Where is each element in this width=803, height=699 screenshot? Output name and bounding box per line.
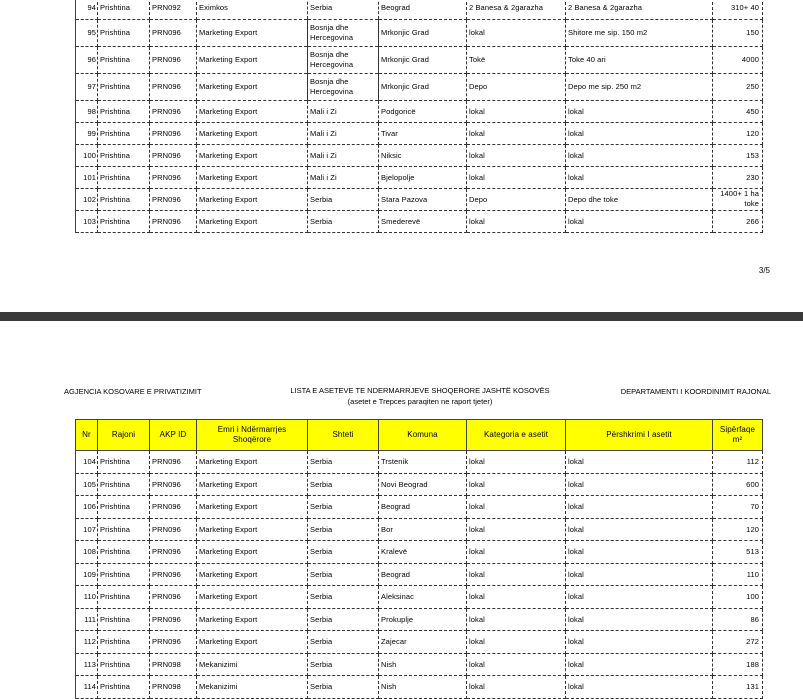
cell-pershkrimi: lokal bbox=[566, 122, 713, 144]
cell-shteti: Serbia bbox=[308, 0, 379, 19]
table-row bbox=[76, 451, 763, 474]
cell-nr: 107 bbox=[76, 518, 98, 541]
cell-siperfaqe: 310+ 40 bbox=[713, 0, 763, 19]
cell-nr: 110 bbox=[76, 586, 98, 609]
cell-komuna: Beograd bbox=[379, 496, 467, 519]
table-row bbox=[76, 563, 763, 586]
cell-rajoni: Prishtina bbox=[98, 0, 150, 19]
cell-nr: 109 bbox=[76, 563, 98, 586]
subtitle-line: (asetet e Trepces paraqiten ne raport tjeter) bbox=[347, 397, 493, 406]
cell-nr: 111 bbox=[76, 608, 98, 631]
col-pershkrimi: Përshkrimi I asetit bbox=[566, 420, 713, 451]
table-row bbox=[76, 188, 763, 210]
document-title bbox=[240, 385, 600, 407]
cell-shteti: Mali i Zi bbox=[308, 166, 379, 188]
cell-shteti: Serbia bbox=[308, 653, 379, 676]
cell-rajoni: Prishtina bbox=[98, 586, 150, 609]
cell-nr: 104 bbox=[76, 451, 98, 474]
cell-siperfaqe: 120 bbox=[713, 518, 763, 541]
cell-pershkrimi: 2 Banesa & 2garazha bbox=[566, 0, 713, 19]
cell-emri: Marketing Export bbox=[197, 19, 308, 46]
cell-shteti: Serbia bbox=[308, 518, 379, 541]
col-akp-id: AKP ID bbox=[150, 420, 197, 451]
cell-siperfaqe: 272 bbox=[713, 631, 763, 654]
document-page-3 bbox=[0, 0, 803, 312]
cell-emri: Marketing Export bbox=[197, 144, 308, 166]
cell-rajoni: Prishtina bbox=[98, 19, 150, 46]
cell-komuna: Novi Beograd bbox=[379, 473, 467, 496]
cell-kategoria: lokal bbox=[467, 451, 566, 474]
cell-siperfaqe: 250 bbox=[713, 73, 763, 100]
cell-rajoni: Prishtina bbox=[98, 46, 150, 73]
cell-emri: Marketing Export bbox=[197, 188, 308, 210]
cell-nr: 98 bbox=[76, 100, 98, 122]
cell-kategoria: lokal bbox=[467, 586, 566, 609]
table-row bbox=[76, 586, 763, 609]
title-line: LISTA E ASETEVE TE NDERMARRJEVE SHOQERORE JASHTË KOSOVËS bbox=[290, 386, 550, 395]
table-row bbox=[76, 100, 763, 122]
cell-shteti: Mali i Zi bbox=[308, 100, 379, 122]
cell-kategoria: Depo bbox=[467, 73, 566, 100]
cell-emri: Marketing Export bbox=[197, 451, 308, 474]
cell-komuna: Beograd bbox=[379, 563, 467, 586]
cell-emri: Marketing Export bbox=[197, 46, 308, 73]
cell-rajoni: Prishtina bbox=[98, 563, 150, 586]
cell-akp: PRN096 bbox=[150, 73, 197, 100]
cell-akp: PRN096 bbox=[150, 608, 197, 631]
cell-pershkrimi: lokal bbox=[566, 100, 713, 122]
cell-shteti: Serbia bbox=[308, 676, 379, 699]
col-kategoria: Kategoria e asetit bbox=[467, 420, 566, 451]
cell-kategoria: Tokë bbox=[467, 46, 566, 73]
cell-kategoria: lokal bbox=[467, 608, 566, 631]
cell-akp: PRN096 bbox=[150, 451, 197, 474]
cell-nr: 114 bbox=[76, 676, 98, 699]
cell-komuna: Mrkonjic Grad bbox=[379, 19, 467, 46]
cell-pershkrimi: lokal bbox=[566, 166, 713, 188]
cell-siperfaqe: 1400+ 1 ha toke bbox=[713, 188, 763, 210]
cell-komuna: Bor bbox=[379, 518, 467, 541]
cell-pershkrimi: Toke 40 ari bbox=[566, 46, 713, 73]
cell-shteti: Serbia bbox=[308, 496, 379, 519]
cell-nr: 102 bbox=[76, 188, 98, 210]
cell-siperfaqe: 153 bbox=[713, 144, 763, 166]
cell-siperfaqe: 150 bbox=[713, 19, 763, 46]
cell-komuna: Beograd bbox=[379, 0, 467, 19]
cell-rajoni: Prishtina bbox=[98, 473, 150, 496]
cell-pershkrimi: lokal bbox=[566, 586, 713, 609]
cell-akp: PRN096 bbox=[150, 122, 197, 144]
cell-kategoria: lokal bbox=[467, 496, 566, 519]
cell-rajoni: Prishtina bbox=[98, 166, 150, 188]
cell-pershkrimi: lokal bbox=[566, 144, 713, 166]
table-row bbox=[76, 122, 763, 144]
cell-komuna: Prokuplje bbox=[379, 608, 467, 631]
cell-akp: PRN098 bbox=[150, 653, 197, 676]
cell-rajoni: Prishtina bbox=[98, 122, 150, 144]
assets-table-page-3 bbox=[75, 0, 763, 233]
page-separator bbox=[0, 312, 803, 321]
cell-shteti: Serbia bbox=[308, 608, 379, 631]
cell-pershkrimi: Depo dhe toke bbox=[566, 188, 713, 210]
cell-pershkrimi: lokal bbox=[566, 563, 713, 586]
cell-emri: Marketing Export bbox=[197, 73, 308, 100]
table-row bbox=[76, 496, 763, 519]
cell-nr: 99 bbox=[76, 122, 98, 144]
cell-shteti: Serbia bbox=[308, 188, 379, 210]
table-row bbox=[76, 144, 763, 166]
cell-pershkrimi: lokal bbox=[566, 451, 713, 474]
cell-komuna: Smederevë bbox=[379, 210, 467, 232]
table-header-row bbox=[76, 420, 763, 451]
agency-header: AGJENCIA KOSOVARE E PRIVATIZIMIT bbox=[64, 387, 202, 396]
cell-pershkrimi: lokal bbox=[566, 608, 713, 631]
page-number: 3/5 bbox=[758, 266, 770, 275]
department-header: DEPARTAMENTI I KOORDINIMIT RAJONAL bbox=[620, 387, 771, 396]
cell-rajoni: Prishtina bbox=[98, 144, 150, 166]
cell-nr: 95 bbox=[76, 19, 98, 46]
cell-komuna: Podgoricë bbox=[379, 100, 467, 122]
cell-akp: PRN096 bbox=[150, 473, 197, 496]
assets-table-body bbox=[76, 451, 763, 699]
cell-emri: Marketing Export bbox=[197, 563, 308, 586]
cell-nr: 96 bbox=[76, 46, 98, 73]
cell-komuna: Mrkonjic Grad bbox=[379, 73, 467, 100]
cell-kategoria: lokal bbox=[467, 19, 566, 46]
cell-emri: Marketing Export bbox=[197, 100, 308, 122]
cell-siperfaqe: 230 bbox=[713, 166, 763, 188]
cell-nr: 106 bbox=[76, 496, 98, 519]
cell-akp: PRN096 bbox=[150, 541, 197, 564]
cell-rajoni: Prishtina bbox=[98, 451, 150, 474]
cell-kategoria: lokal bbox=[467, 541, 566, 564]
cell-komuna: Aleksinac bbox=[379, 586, 467, 609]
cell-pershkrimi: Shitore me sip. 150 m2 bbox=[566, 19, 713, 46]
cell-siperfaqe: 4000 bbox=[713, 46, 763, 73]
cell-akp: PRN096 bbox=[150, 188, 197, 210]
cell-emri: Marketing Export bbox=[197, 166, 308, 188]
cell-shteti: Serbia bbox=[308, 541, 379, 564]
cell-rajoni: Prishtina bbox=[98, 541, 150, 564]
cell-akp: PRN096 bbox=[150, 166, 197, 188]
cell-shteti: Serbia bbox=[308, 473, 379, 496]
cell-nr: 94 bbox=[76, 0, 98, 19]
cell-siperfaqe: 266 bbox=[713, 210, 763, 232]
col-emri: Emri i Ndërmarrjes Shoqërore bbox=[197, 420, 308, 451]
cell-kategoria: lokal bbox=[467, 631, 566, 654]
cell-pershkrimi: lokal bbox=[566, 653, 713, 676]
col-komuna: Komuna bbox=[379, 420, 467, 451]
cell-akp: PRN096 bbox=[150, 210, 197, 232]
table-row bbox=[76, 0, 763, 19]
table-row bbox=[76, 19, 763, 46]
cell-komuna: Trstenik bbox=[379, 451, 467, 474]
cell-siperfaqe: 120 bbox=[713, 122, 763, 144]
cell-nr: 112 bbox=[76, 631, 98, 654]
table-row bbox=[76, 210, 763, 232]
table-row bbox=[76, 518, 763, 541]
cell-komuna: Kralevë bbox=[379, 541, 467, 564]
cell-shteti: Bosnja dhe Hercegovina bbox=[308, 46, 379, 73]
cell-akp: PRN096 bbox=[150, 631, 197, 654]
cell-rajoni: Prishtina bbox=[98, 100, 150, 122]
cell-siperfaqe: 131 bbox=[713, 676, 763, 699]
assets-table-body bbox=[76, 0, 763, 232]
cell-kategoria: lokal bbox=[467, 563, 566, 586]
cell-nr: 101 bbox=[76, 166, 98, 188]
cell-rajoni: Prishtina bbox=[98, 210, 150, 232]
cell-shteti: Serbia bbox=[308, 451, 379, 474]
cell-akp: PRN096 bbox=[150, 496, 197, 519]
table-row bbox=[76, 676, 763, 699]
cell-akp: PRN096 bbox=[150, 586, 197, 609]
cell-emri: Marketing Export bbox=[197, 608, 308, 631]
table-row bbox=[76, 653, 763, 676]
table-row bbox=[76, 541, 763, 564]
cell-rajoni: Prishtina bbox=[98, 608, 150, 631]
cell-emri: Marketing Export bbox=[197, 122, 308, 144]
cell-akp: PRN096 bbox=[150, 46, 197, 73]
cell-shteti: Serbia bbox=[308, 631, 379, 654]
cell-rajoni: Prishtina bbox=[98, 676, 150, 699]
cell-akp: PRN096 bbox=[150, 144, 197, 166]
cell-komuna: Nish bbox=[379, 653, 467, 676]
cell-emri: Marketing Export bbox=[197, 496, 308, 519]
cell-kategoria: lokal bbox=[467, 100, 566, 122]
cell-emri: Marketing Export bbox=[197, 473, 308, 496]
cell-nr: 103 bbox=[76, 210, 98, 232]
col-shteti: Shteti bbox=[308, 420, 379, 451]
table-row bbox=[76, 166, 763, 188]
cell-nr: 113 bbox=[76, 653, 98, 676]
table-row bbox=[76, 608, 763, 631]
cell-kategoria: lokal bbox=[467, 210, 566, 232]
cell-pershkrimi: lokal bbox=[566, 676, 713, 699]
cell-siperfaqe: 110 bbox=[713, 563, 763, 586]
table-row bbox=[76, 46, 763, 73]
cell-siperfaqe: 600 bbox=[713, 473, 763, 496]
cell-emri: Mekanizimi bbox=[197, 676, 308, 699]
cell-akp: PRN092 bbox=[150, 0, 197, 19]
cell-akp: PRN096 bbox=[150, 518, 197, 541]
table-row bbox=[76, 73, 763, 100]
col-nr: Nr bbox=[76, 420, 98, 451]
cell-kategoria: lokal bbox=[467, 676, 566, 699]
cell-pershkrimi: lokal bbox=[566, 496, 713, 519]
cell-komuna: Niksic bbox=[379, 144, 467, 166]
cell-pershkrimi: lokal bbox=[566, 631, 713, 654]
cell-komuna: Nish bbox=[379, 676, 467, 699]
col-siperfaqe: Sipërfaqe m² bbox=[713, 420, 763, 451]
cell-rajoni: Prishtina bbox=[98, 631, 150, 654]
cell-komuna: Bjelopolje bbox=[379, 166, 467, 188]
cell-shteti: Mali i Zi bbox=[308, 122, 379, 144]
cell-shteti: Bosnja dhe Hercegovina bbox=[308, 73, 379, 100]
cell-akp: PRN096 bbox=[150, 563, 197, 586]
cell-rajoni: Prishtina bbox=[98, 73, 150, 100]
cell-kategoria: lokal bbox=[467, 122, 566, 144]
cell-akp: PRN096 bbox=[150, 19, 197, 46]
cell-akp: PRN096 bbox=[150, 100, 197, 122]
table-row bbox=[76, 631, 763, 654]
cell-kategoria: Depo bbox=[467, 188, 566, 210]
cell-shteti: Serbia bbox=[308, 210, 379, 232]
cell-shteti: Bosnja dhe Hercegovina bbox=[308, 19, 379, 46]
cell-siperfaqe: 188 bbox=[713, 653, 763, 676]
cell-pershkrimi: Depo me sip. 250 m2 bbox=[566, 73, 713, 100]
cell-nr: 100 bbox=[76, 144, 98, 166]
cell-shteti: Serbia bbox=[308, 586, 379, 609]
cell-siperfaqe: 513 bbox=[713, 541, 763, 564]
document-page-4 bbox=[0, 321, 803, 691]
cell-emri: Eximkos bbox=[197, 0, 308, 19]
cell-rajoni: Prishtina bbox=[98, 653, 150, 676]
assets-table-page-4 bbox=[75, 419, 763, 699]
cell-siperfaqe: 450 bbox=[713, 100, 763, 122]
cell-komuna: Zajecar bbox=[379, 631, 467, 654]
col-rajoni: Rajoni bbox=[98, 420, 150, 451]
table-row bbox=[76, 473, 763, 496]
cell-pershkrimi: lokal bbox=[566, 210, 713, 232]
cell-emri: Marketing Export bbox=[197, 518, 308, 541]
cell-emri: Marketing Export bbox=[197, 210, 308, 232]
cell-rajoni: Prishtina bbox=[98, 518, 150, 541]
cell-kategoria: lokal bbox=[467, 473, 566, 496]
cell-komuna: Mrkonjic Grad bbox=[379, 46, 467, 73]
cell-pershkrimi: lokal bbox=[566, 518, 713, 541]
cell-emri: Marketing Export bbox=[197, 586, 308, 609]
cell-komuna: Tivar bbox=[379, 122, 467, 144]
cell-kategoria: lokal bbox=[467, 518, 566, 541]
cell-nr: 108 bbox=[76, 541, 98, 564]
cell-emri: Marketing Export bbox=[197, 631, 308, 654]
cell-shteti: Mali i Zi bbox=[308, 144, 379, 166]
cell-nr: 97 bbox=[76, 73, 98, 100]
cell-emri: Mekanizimi bbox=[197, 653, 308, 676]
cell-shteti: Serbia bbox=[308, 563, 379, 586]
cell-akp: PRN098 bbox=[150, 676, 197, 699]
cell-siperfaqe: 100 bbox=[713, 586, 763, 609]
cell-komuna: Stara Pazova bbox=[379, 188, 467, 210]
cell-pershkrimi: lokal bbox=[566, 541, 713, 564]
cell-kategoria: 2 Banesa & 2garazha bbox=[467, 0, 566, 19]
cell-rajoni: Prishtina bbox=[98, 496, 150, 519]
cell-nr: 105 bbox=[76, 473, 98, 496]
cell-emri: Marketing Export bbox=[197, 541, 308, 564]
cell-kategoria: lokal bbox=[467, 144, 566, 166]
cell-siperfaqe: 70 bbox=[713, 496, 763, 519]
cell-siperfaqe: 112 bbox=[713, 451, 763, 474]
cell-kategoria: lokal bbox=[467, 166, 566, 188]
cell-pershkrimi: lokal bbox=[566, 473, 713, 496]
cell-siperfaqe: 86 bbox=[713, 608, 763, 631]
cell-rajoni: Prishtina bbox=[98, 188, 150, 210]
cell-kategoria: lokal bbox=[467, 653, 566, 676]
